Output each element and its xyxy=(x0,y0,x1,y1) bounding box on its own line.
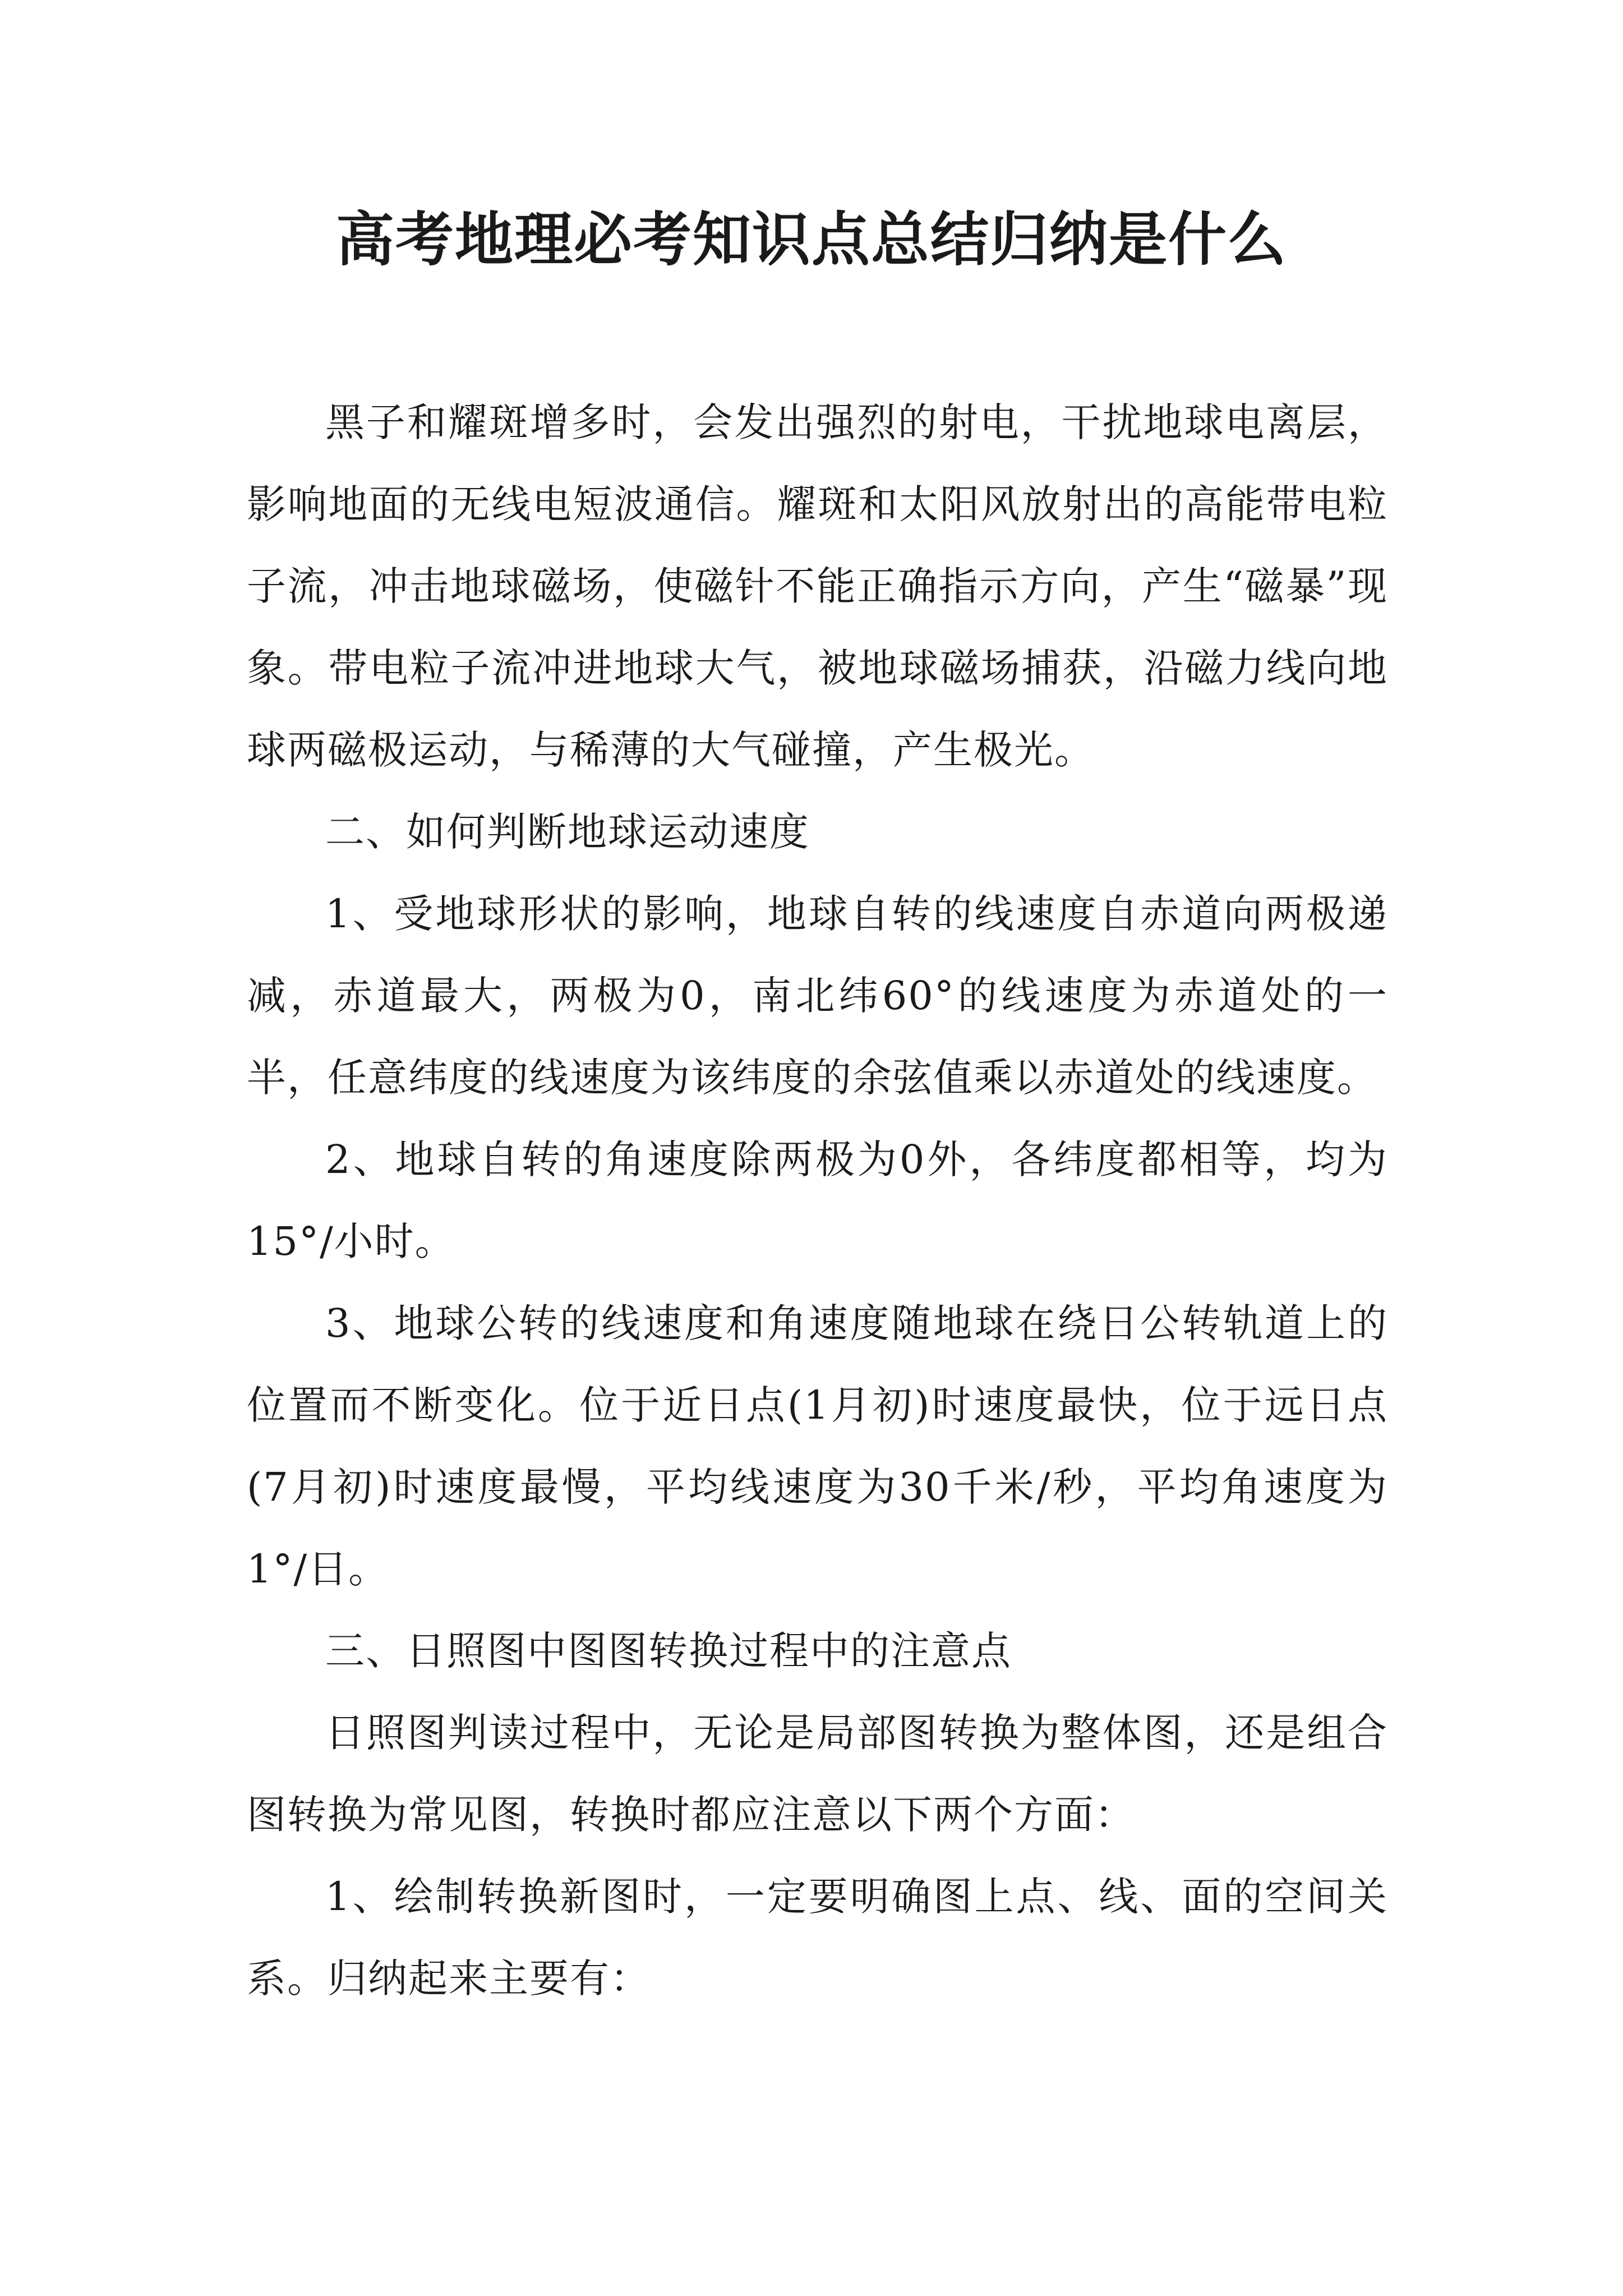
paragraph-rotation-angular-speed: 2、地球自转的角速度除两极为0外，各纬度都相等，均为15°/小时。 xyxy=(247,1137,1388,1264)
paragraph-spatial-relations: 1、绘制转换新图时，一定要明确图上点、线、面的空间关系。归纳起来主要有： xyxy=(247,1874,1388,2001)
document-title: 高考地理必考知识点总结归纳是什么 xyxy=(335,205,1287,274)
paragraph-diagram-conversion: 日照图判读过程中，无论是局部图转换为整体图，还是组合图转换为常见图，转换时都应注意以下两个方面： xyxy=(247,1710,1388,1838)
document-body xyxy=(247,381,1388,2019)
section-heading-sunlight-diagram: 三、日照图中图图转换过程中的注意点 xyxy=(325,1628,1012,1674)
paragraph-revolution-speed: 3、地球公转的线速度和角速度随地球在绕日公转轨道上的位置而不断变化。位于近日点(1月初)时速度最快，位于远日点(7月初)时速度最慢，平均线速度为30千米/秒，平均角速度为1°/日。 xyxy=(247,1300,1388,1592)
paragraph-solar-activity: 黑子和耀斑增多时，会发出强烈的射电，干扰地球电离层，影响地面的无线电短波通信。耀斑和太阳风放射出的高能带电粒子流，冲击地球磁场，使磁针不能正确指示方向，产生“磁暴”现象。带电粒子流冲进地球大气，被地球磁场捕获，沿磁力线向地球两磁极运动，与稀薄的大气碰撞，产生极光。 xyxy=(247,399,1388,773)
paragraph-rotation-linear-speed: 1、受地球形状的影响，地球自转的线速度自赤道向两极递减，赤道最大，两极为0，南北纬60°的线速度为赤道处的一半，任意纬度的线速度为该纬度的余弦值乘以赤道处的线速度。 xyxy=(247,891,1388,1101)
section-heading-earth-motion-speed: 二、如何判断地球运动速度 xyxy=(325,809,810,855)
